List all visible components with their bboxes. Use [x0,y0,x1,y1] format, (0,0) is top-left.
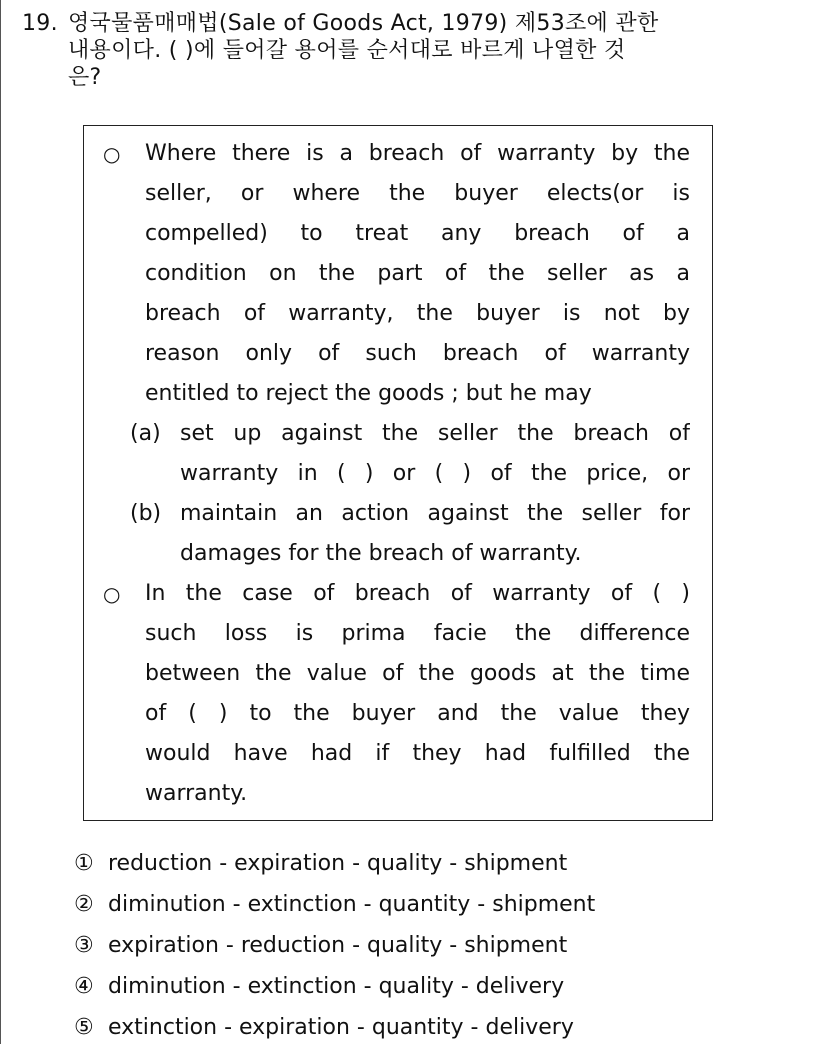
passage-line: set up against the seller the breach of [180,421,690,446]
choice-2[interactable] [74,884,774,925]
choice-text: diminution - extinction - quantity - shipment [108,892,596,917]
page-left-border [0,0,1,1044]
passage-line: such loss is prima facie the difference [145,621,690,646]
passage-line: warranty. [145,781,248,806]
passage-line: maintain an action against the seller for [180,501,690,526]
passage-box [83,125,713,821]
choice-text: extinction - expiration - quantity - delivery [108,1015,574,1040]
passage-line: would have had if they had fulfilled the [145,741,690,766]
passage-line: entitled to reject the goods ; but he may [145,381,592,406]
choice-4[interactable] [74,966,774,1007]
bullet-circle-icon: ○ [103,142,121,166]
question-line-2: 내용이다. ( )에 들어갈 용어를 순서대로 바르게 나열한 것 [68,38,626,63]
passage-line: condition on the part of the seller as a [145,261,690,286]
passage-line: of ( ) to the buyer and the value they [145,701,690,726]
item-b-label: (b) [130,501,162,526]
choice-text: reduction - expiration - quality - shipment [108,851,568,876]
passage-line: breach of warranty, the buyer is not by [145,301,690,326]
question-text-1: 영국물품매매법(Sale of Goods Act, 1979) 제53조에 관한 [68,11,659,36]
choice-5[interactable] [74,1007,774,1048]
passage-line: reason only of such breach of warranty [145,341,690,366]
question-number: 19. [22,11,58,36]
choice-1[interactable] [74,843,774,884]
question-line-3: 은? [68,65,102,90]
choice-number: ③ [74,933,94,958]
choice-text: diminution - extinction - quality - delivery [108,974,565,999]
passage-line: between the value of the goods at the time [145,661,690,686]
choice-3[interactable] [74,925,774,966]
question-line-1 [22,10,802,37]
passage-line: In the case of breach of warranty of ( ) [145,581,690,606]
item-a-label: (a) [130,421,161,446]
passage-line: seller, or where the buyer elects(or is [145,181,690,206]
choice-text: expiration - reduction - quality - shipment [108,933,568,958]
answer-choices [74,843,774,1048]
question-stem [22,10,802,91]
choice-number: ② [74,892,94,917]
choice-number: ① [74,851,94,876]
passage-line: Where there is a breach of warranty by the [145,141,690,166]
passage-line: compelled) to treat any breach of a [145,221,690,246]
choice-number: ④ [74,974,94,999]
choice-number: ⑤ [74,1015,94,1040]
passage-line: warranty in ( ) or ( ) of the price, or [180,461,690,486]
passage-line: damages for the breach of warranty. [180,541,582,566]
bullet-circle-icon: ○ [103,582,121,606]
